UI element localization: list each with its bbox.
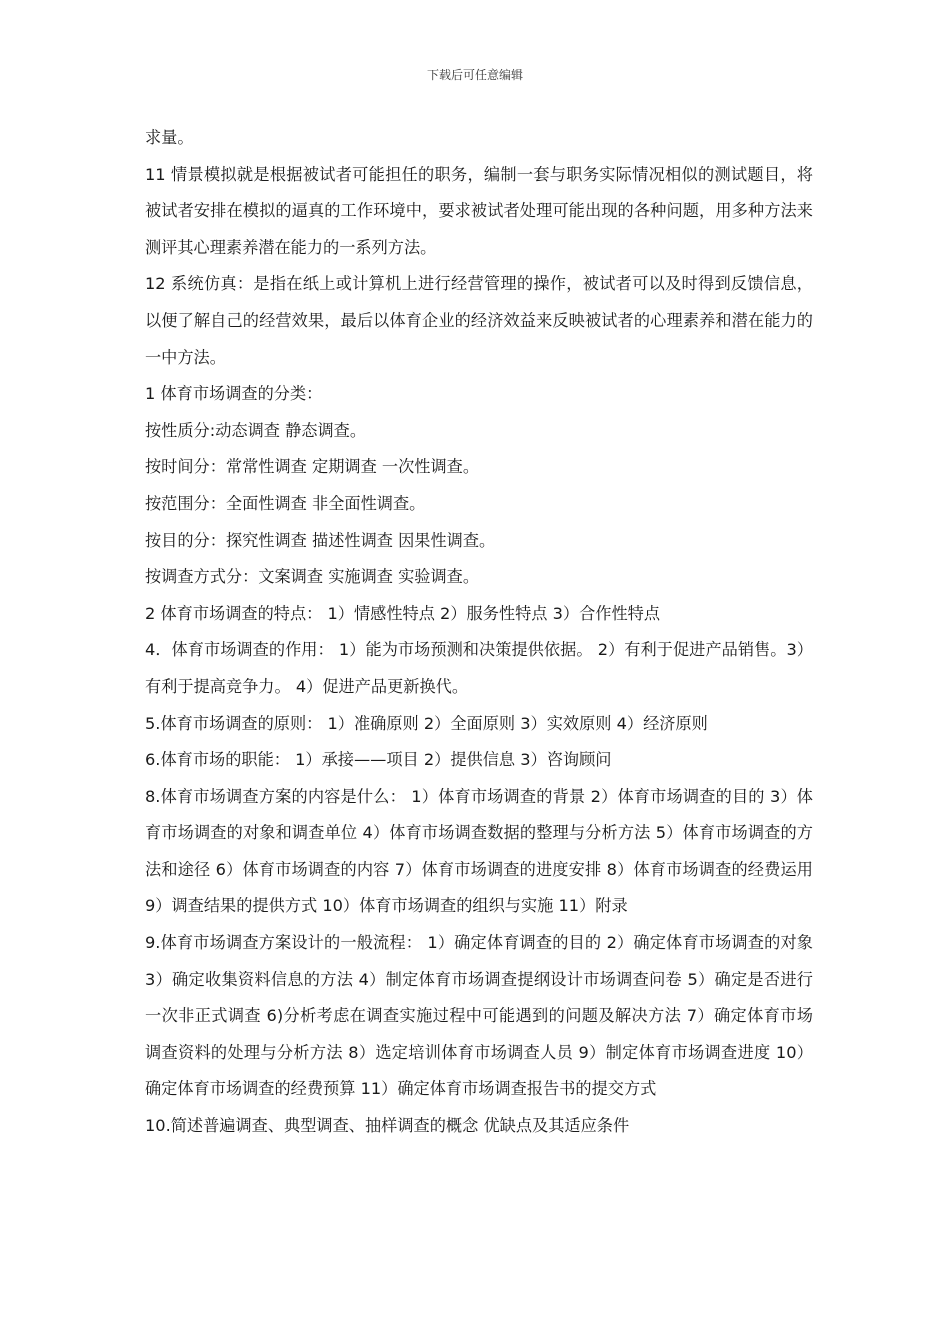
paragraph-by-nature: 按性质分:动态调查 静态调查。	[145, 420, 367, 440]
paragraph-survey-types-question: 10.简述普遍调查、典型调查、抽样调查的概念 优缺点及其适应条件	[145, 1116, 630, 1136]
paragraph-survey-features: 2 体育市场调查的特点： 1）情感性特点 2）服务性特点 3）合作性特点	[145, 603, 661, 623]
paragraph-by-method: 按调查方式分：文案调查 实施调查 实验调查。	[145, 567, 480, 587]
page-header: 下载后可任意编辑	[426, 68, 523, 82]
document-body	[145, 120, 813, 1145]
paragraph-by-purpose: 按目的分：探究性调查 描述性调查 因果性调查。	[145, 530, 496, 550]
paragraph-scenario-simulation: 11 情景模拟就是根据被试者可能担任的职务，编制一套与职务实际情况相似的测试题目，将被试者安排在模拟的逼真的工作环境中，要求被试者处理可能出现的各种问题，用多种方法来测评其心理素养潜在能力的一系列方法。	[145, 164, 813, 257]
paragraph-survey-classification: 1 体育市场调查的分类：	[145, 384, 323, 404]
paragraph-market-roles: 6.体育市场的职能： 1）承接——项目 2）提供信息 3）咨询顾问	[145, 750, 612, 770]
paragraph-by-scope: 按范围分：全面性调查 非全面性调查。	[145, 493, 426, 513]
paragraph-continuation: 求量。	[145, 128, 194, 147]
paragraph-plan-process: 9.体育市场调查方案设计的一般流程： 1）确定体育调查的目的 2）确定体育市场调查的对象 3）确定收集资料信息的方法 4）制定体育市场调查提纲设计市场调查问卷 5）确定是否进行一次非正式调查 6)分析考虑在调查实施过程中可能遇到的问题及解决方法 7）确定体育市场调查资料的处理与分析方法 8）选定培训体育市场调查人员 9）制定体育市场调查进度 10）确定体育市场调查的经费预算 11）确定体育市场调查报告书的提交方式	[145, 933, 813, 1099]
paragraph-survey-functions: 4．体育市场调查的作用： 1）能为市场预测和决策提供依据。 2）有利于促进产品销售。3）有利于提高竞争力。 4）促进产品更新换代。	[145, 640, 813, 696]
paragraph-plan-contents: 8.体育市场调查方案的内容是什么： 1）体育市场调查的背景 2）体育市场调查的目的 3）体育市场调查的对象和调查单位 4）体育市场调查数据的整理与分析方法 5）体育市场调查的方法和途径 6）体育市场调查的内容 7）体育市场调查的进度安排 8）体育市场调查的经费运用 9）调查结果的提供方式 10）体育市场调查的组织与实施 11）附录	[145, 786, 813, 916]
paragraph-survey-principles: 5.体育市场调查的原则： 1）准确原则 2）全面原则 3）实效原则 4）经济原则	[145, 713, 708, 733]
paragraph-system-simulation: 12 系统仿真：是指在纸上或计算机上进行经营管理的操作，被试者可以及时得到反馈信息，以便了解自己的经营效果，最后以体育企业的经济效益来反映被试者的心理素养和潜在能力的一中方法。	[145, 274, 813, 367]
paragraph-by-time: 按时间分：常常性调查 定期调查 一次性调查。	[145, 457, 480, 477]
